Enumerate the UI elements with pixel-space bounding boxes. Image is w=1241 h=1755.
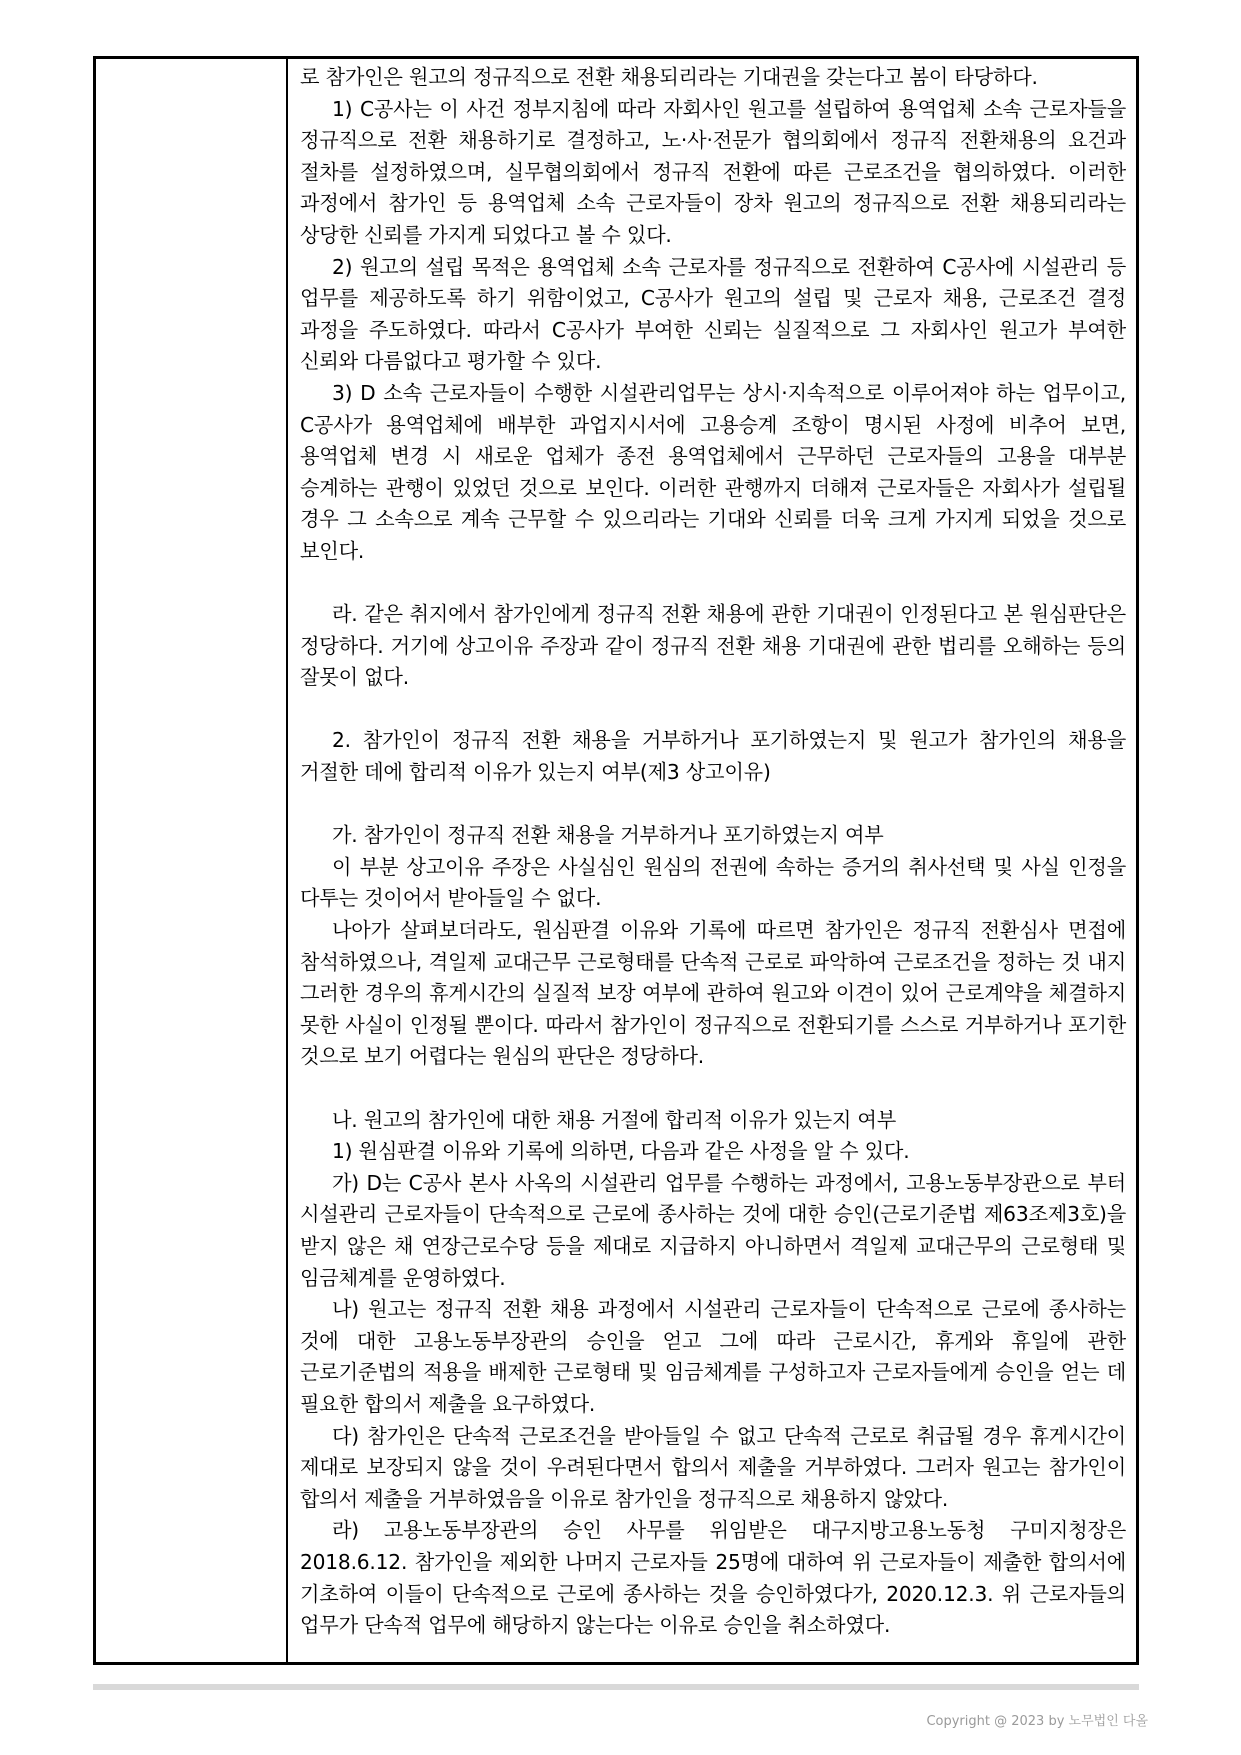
blank-line: [300, 789, 1126, 821]
paragraph: 1) C공사는 이 사건 정부지침에 따라 자회사인 원고를 설립하여 용역업체 소속 근로자들을 정규직으로 전환 채용하기로 결정하고, 노·사·전문가 협의회에서 정규직 전환채용의 요건과 절차를 설정하였으며, 실무협의회에서 정규직 전환에 따른 근로조건을 협의하였다. 이러한 과정에서 참가인 등 용역업체 소속 근로자들이 장차 원고의 정규직으로 전환 채용되리라는 상당한 신뢰를 가지게 되었다고 볼 수 있다.: [300, 96, 1126, 247]
copyright-footer: Copyright @ 2023 by 노무법인 다올: [926, 1714, 1148, 1729]
paragraph: 다) 참가인은 단속적 근로조건을 받아들일 수 없고 단속적 근로로 취급될 경우 휴게시간이 제대로 보장되지 않을 것이 우려된다면서 합의서 제출을 거부하였다. 그러자 원고는 참가인이 합의서 제출을 거부하였음을 이유로 참가인을 정규직으로 채용하지 않았다.: [300, 1423, 1126, 1511]
paragraph: 가) D는 C공사 본사 사옥의 시설관리 업무를 수행하는 과정에서, 고용노동부장관으로 부터 시설관리 근로자들이 단속적으로 근로에 종사하는 것에 대한 승인(근로기준법 제63조제3호)을 받지 않은 채 연장근로수당 등을 제대로 지급하지 아니하면서 격일제 교대근무의 근로형태 및 임금체계를 운영하였다.: [300, 1170, 1126, 1290]
paragraph: 나아가 살펴보더라도, 원심판결 이유와 기록에 따르면 참가인은 정규직 전환심사 면접에 참석하였으나, 격일제 교대근무 근로형태를 단속적 근로로 파악하여 근로조건을 정하는 것 내지 그러한 경우의 휴게시간의 실질적 보장 여부에 관하여 원고와 이견이 있어 근로계약을 체결하지 못한 사실이 인정될 뿐이다. 따라서 참가인이 정규직으로 전환되기를 스스로 거부하거나 포기한 것으로 보기 어렵다는 원심의 판단은 정당하다.: [300, 918, 1126, 1069]
paragraph: 나) 원고는 정규직 전환 채용 과정에서 시설관리 근로자들이 단속적으로 근로에 종사하는 것에 대한 고용노동부장관의 승인을 얻고 그에 따라 근로시간, 휴게와 휴일에 관한 근로기준법의 적용을 배제한 근로형태 및 임금체계를 구성하고자 근로자들에게 승인을 얻는 데 필요한 합의서 제출을 요구하였다.: [300, 1297, 1126, 1416]
section-heading: 2. 참가인이 정규직 전환 채용을 거부하거나 포기하였는지 및 원고가 참가인의 채용을 거절한 데에 합리적 이유가 있는지 여부(제3 상고이유): [300, 728, 1126, 785]
subsection-heading: 가. 참가인이 정규직 전환 채용을 거부하거나 포기하였는지 여부: [332, 823, 884, 848]
paragraph: 2) 원고의 설립 목적은 용역업체 소속 근로자를 정규직으로 전환하여 C공사에 시설관리 등 업무를 제공하도록 하기 위함이었고, C공사가 원고의 설립 및 근로자 채용, 근로조건 결정 과정을 주도하였다. 따라서 C공사가 부여한 신뢰는 실질적으로 그 자회사인 원고가 부여한 신뢰와 다름없다고 평가할 수 있다.: [300, 254, 1126, 374]
subsection-heading: 나. 원고의 참가인에 대한 채용 거절에 합리적 이유가 있는지 여부: [332, 1107, 897, 1132]
paragraph: 로 참가인은 원고의 정규직으로 전환 채용되리라는 기대권을 갖는다고 봄이 타당하다.: [300, 65, 1038, 89]
blank-line: [300, 568, 1126, 600]
blank-line: [300, 1073, 1126, 1105]
empty-left-column: [96, 59, 288, 1662]
judgment-text-column: [288, 59, 1136, 1662]
document-table: [93, 56, 1139, 1665]
blank-line: [300, 694, 1126, 726]
paragraph: 3) D 소속 근로자들이 수행한 시설관리업무는 상시·지속적으로 이루어져야 하는 업무이고, C공사가 용역업체에 배부한 과업지시서에 고용승계 조항이 명시된 사정에 비추어 보면, 용역업체 변경 시 새로운 업체가 종전 용역업체에서 근무하던 근로자들의 고용을 대부분 승계하는 관행이 있었던 것으로 보인다. 이러한 관행까지 더해져 근로자들은 자회사가 설립될 경우 그 소속으로 계속 근무할 수 있으리라는 기대와 신뢰를 더욱 크게 가지게 되었을 것으로 보인다.: [300, 380, 1126, 563]
paragraph: 1) 원심판결 이유와 기록에 의하면, 다음과 같은 사정을 알 수 있다.: [332, 1139, 910, 1164]
paragraph: 라. 같은 취지에서 참가인에게 정규직 전환 채용에 관한 기대권이 인정된다고 본 원심판단은 정당하다. 거기에 상고이유 주장과 같이 정규직 전환 채용 기대권에 관한 법리를 오해하는 등의 잘못이 없다.: [300, 602, 1126, 690]
paragraph: 라) 고용노동부장관의 승인 사무를 위임받은 대구지방고용노동청 구미지청장은 2018.6.12. 참가인을 제외한 나머지 근로자들 25명에 대하여 위 근로자들이 제출한 합의서에 기초하여 이들이 단속적으로 근로에 종사하는 것을 승인하였다가, 2020.12.3. 위 근로자들의 업무가 단속적 업무에 해당하지 않는다는 이유로 승인을 취소하였다.: [300, 1518, 1126, 1638]
paragraph: 이 부분 상고이유 주장은 사실심인 원심의 전권에 속하는 증거의 취사선택 및 사실 인정을 다투는 것이어서 받아들일 수 없다.: [300, 854, 1126, 911]
footer-divider: [93, 1684, 1139, 1690]
